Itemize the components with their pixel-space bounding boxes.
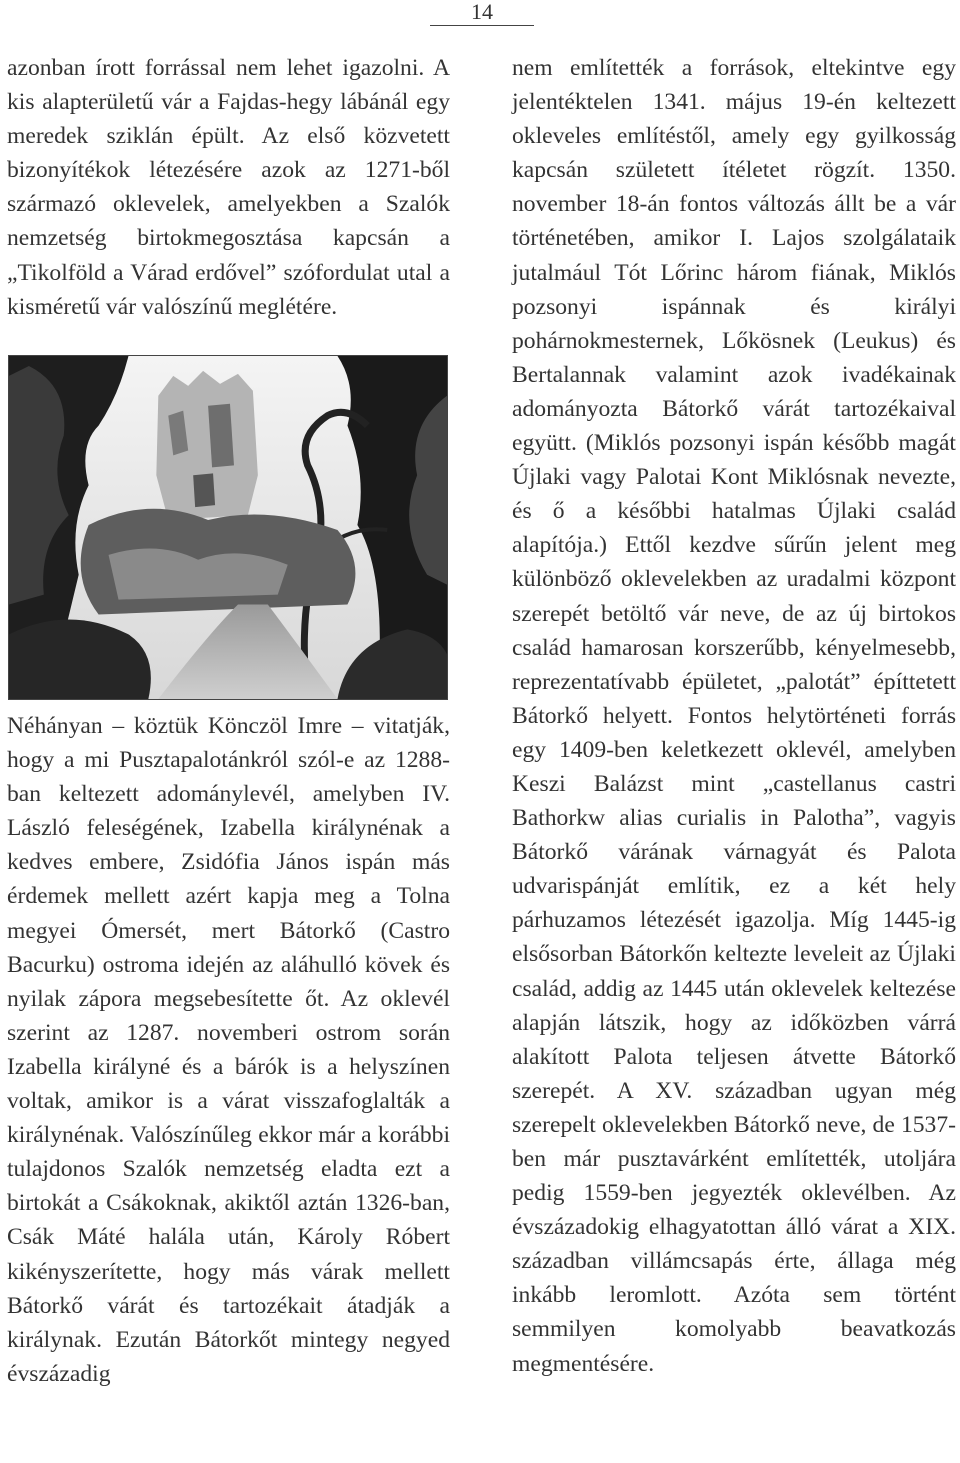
right-paragraph-1: nem említették a források, eltekintve egy jelentéktelen 1341. május 19-én keltezett okleveles említéstől, amely egy gyilkosság kapcsán született ítéletet rögzít. 1350. november 18-án fontos változás állt be a vár történetében, amikor I. Lajos szolgálataik jutalmául Tót Lőrinc három fiának, Miklós pozsonyi ispánnak és királyi pohárnokmesternek, Lőkösnek (Leukus) és Bertalannak valamint azok ivadékainak adományozta Bátorkő várát tartozékaival együtt. (Miklós pozsonyi ispán később magát Újlaki vagy Palotai Kont Miklósnak nevezte, és ő a későbbi hatalmas Újlaki család alapítója.) Ettől kezdve sűrűn jelent meg különböző oklevelekben az uradalmi központ szerepét betöltő vár neve, de az új birtokos család hamarosan korszerűbb, kényelmesebb, reprezentatívabb épületet, „palotát” építtetett Bátorkő helyett. Fontos helytörténeti forrás egy 1409-ben keletkezett oklevél, amelyben Keszi Balázst mint „castellanus castri Bathorkw alias curialis in Palotha”, vagyis Bátorkő várának várnagyát és Palota udvarispánját említik, ez a két hely párhuzamos létezését igazolja. Míg 1445-ig elsősorban Bátorkőn keltezte leveleit az Újlaki család, addig az 1445 után oklevelek keltezése alapján látszik, hogy az időközben várrá alakított Palota teljesen átvette Bátorkő szerepét. A XV. században ugyan még szerepelt oklevelekben Bátorkő neve, de 1537-ben már pusztavárként említették, utoljára pedig 1559-ben jegyezték oklevélben. Az évszázadokig elhagyatottan álló várat a XIX. században villámcsapás érte, állaga még inkább leromlott. Azóta sem történt semmilyen komolyabb beavatkozás megmentésére. xyxy=(512,55,956,1377)
left-column-top xyxy=(7,51,450,324)
page-number: 14 xyxy=(471,0,493,24)
page-number-rule xyxy=(430,25,534,26)
left-column-bottom xyxy=(7,709,450,1391)
right-column xyxy=(512,51,956,1381)
castle-ruin-photo xyxy=(8,355,448,700)
castle-ruin-image xyxy=(9,356,447,699)
left-paragraph-1: azonban írott forrással nem lehet igazolni. A kis alapterületű vár a Fajdas-hegy lábánál egy meredek sziklán épült. Az első közvetett bizonyítékok létezésére azok az 1271-ből származó oklevelek, amelyekben a Szalók nemzetség birtokmegosztása kapcsán a „Tikolföld a Várad erdővel” szófordulat utal a kisméretű vár valószínű meglétére. xyxy=(7,55,450,320)
left-paragraph-2: Néhányan – köztük Könczöl Imre – vitatják, hogy a mi Pusztapalotánkról szól-e az 1288-ban keltezett adománylevél, amelyben IV. László feleségének, Izabella királynénak a kedves embere, Zsidófia János ispán más érdemek mellett azért kapja meg a Tolna megyei Ómersét, mert Bátorkő (Castro Bacurku) ostroma idején az aláhulló kövek és nyilak zápora megsebesítette őt. Az oklevél szerint az 1287. novemberi ostrom során Izabella királyné és a bárók is a helyszínen voltak, amikor is a várat visszafoglalták a királynénak. Valószínűleg ekkor már a korábbi tulajdonos Szalók nemzetség eladta ezt a birtokát a Csákoknak, akiktől aztán 1326-ban, Csák Máté halála után, Károly Róbert kikényszerítette, hogy más várak mellett Bátorkő várát és tartozékait átadják a királynak. Ezután Bátorkőt mintegy negyed évszázadig xyxy=(7,713,450,1387)
